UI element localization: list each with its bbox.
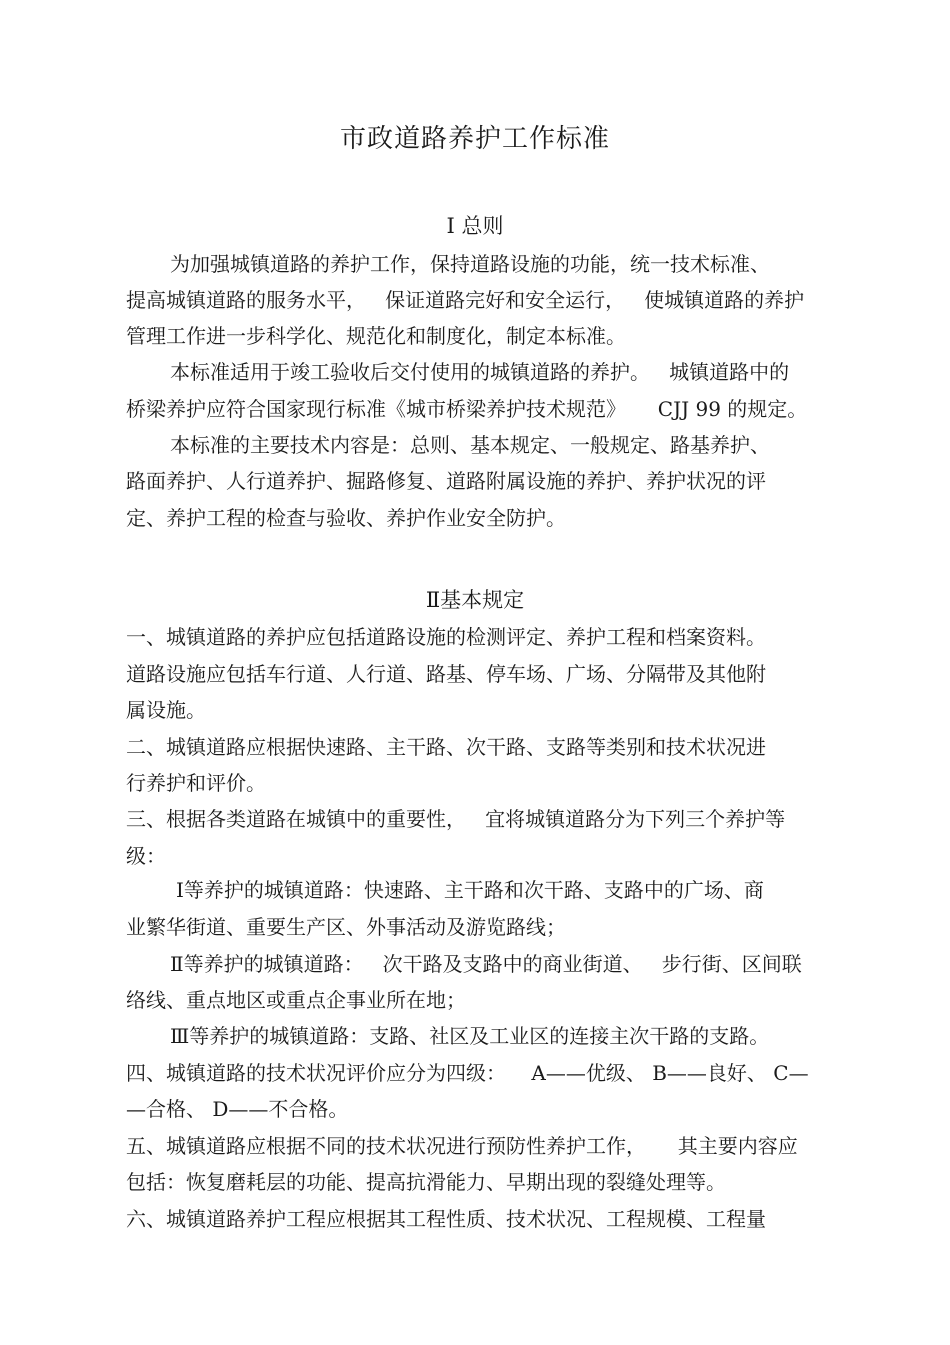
paragraph-line: 三、根据各类道路在城镇中的重要性， 宜将城镇道路分为下列三个养护等 [126, 807, 786, 831]
paragraph-line: 级： [126, 844, 166, 868]
paragraph-line: 五、城镇道路应根据不同的技术状况进行预防性养护工作， 其主要内容应 [126, 1134, 798, 1158]
paragraph-line: 六、城镇道路养护工程应根据其工程性质、技术状况、工程规模、工程量 [126, 1207, 766, 1231]
paragraph-line: —合格、 D——不合格。 [126, 1097, 349, 1121]
section-heading-basic-rules: Ⅱ基本规定 [425, 588, 525, 612]
paragraph-line: 行养护和评价。 [126, 771, 266, 795]
paragraph-line: 业繁华街道、重要生产区、外事活动及游览路线； [126, 915, 566, 939]
paragraph-line: 络线、重点地区或重点企事业所在地； [126, 988, 466, 1012]
paragraph-line: 二、城镇道路应根据快速路、主干路、次干路、支路等类别和技术状况进 [126, 735, 766, 759]
paragraph-line: 定、养护工程的检查与验收、养护作业安全防护。 [126, 506, 566, 530]
paragraph-line: 本标准的主要技术内容是：总则、基本规定、一般规定、路基养护、 [170, 433, 770, 457]
paragraph-line: 本标准适用于竣工验收后交付使用的城镇道路的养护。 城镇道路中的 [170, 360, 790, 384]
paragraph-line: 包括：恢复磨耗层的功能、提高抗滑能力、早期出现的裂缝处理等。 [126, 1170, 726, 1194]
paragraph-line: 一、城镇道路的养护应包括道路设施的检测评定、养护工程和档案资料。 [126, 625, 766, 649]
paragraph-line: 管理工作进一步科学化、规范化和制度化，制定本标准。 [126, 324, 626, 348]
paragraph-line: 四、城镇道路的技术状况评价应分为四级： A——优级、 B——良好、 C— [126, 1061, 809, 1085]
paragraph-line: 桥梁养护应符合国家现行标准《城市桥梁养护技术规范》 CJJ 99 的规定。 [126, 397, 808, 421]
paragraph-line: 路面养护、人行道养护、掘路修复、道路附属设施的养护、养护状况的评 [126, 469, 766, 493]
section-heading-general: I 总则 [446, 214, 504, 238]
paragraph-line: Ⅱ等养护的城镇道路： 次干路及支路中的商业街道、 步行街、区间联 [170, 952, 802, 976]
paragraph-line: 属设施。 [126, 698, 206, 722]
paragraph-line: 为加强城镇道路的养护工作，保持道路设施的功能，统一技术标准、 [170, 252, 770, 276]
paragraph-line: Ⅲ等养护的城镇道路：支路、社区及工业区的连接主次干路的支路。 [170, 1024, 770, 1048]
document-title: 市政道路养护工作标准 [339, 124, 610, 154]
paragraph-line: 提高城镇道路的服务水平， 保证道路完好和安全运行， 使城镇道路的养护 [126, 288, 805, 312]
paragraph-line: Ⅰ等养护的城镇道路：快速路、主干路和次干路、支路中的广场、商 [176, 878, 764, 902]
paragraph-line: 道路设施应包括车行道、人行道、路基、停车场、广场、分隔带及其他附 [126, 662, 766, 686]
